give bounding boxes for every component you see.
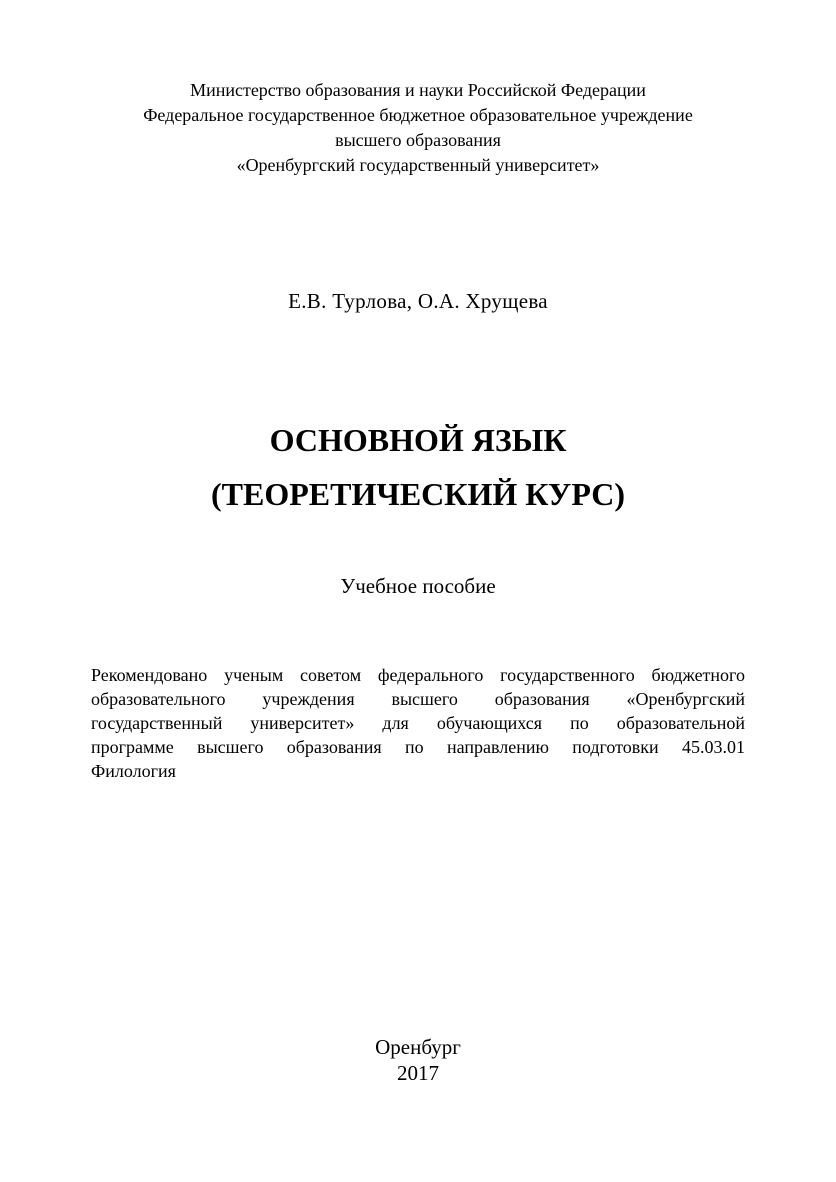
book-title bbox=[0, 413, 836, 521]
title-line-2: (ТЕОРЕТИЧЕСКИЙ КУРС) bbox=[210, 476, 626, 512]
university-name-line: «Оренбургский государственный университет» bbox=[236, 155, 600, 175]
recommendation-line: программе высшего образования по направлению подготовки 45.03.01 bbox=[91, 737, 745, 757]
publication-city: Оренбург bbox=[375, 1035, 461, 1059]
publication-year: 2017 bbox=[397, 1061, 439, 1085]
document-type: Учебное пособие bbox=[340, 574, 496, 598]
publication-info bbox=[0, 1034, 836, 1086]
recommendation-line: Филология bbox=[91, 761, 176, 781]
recommendation-line: Рекомендовано ученым советом федерального государственного бюджетного bbox=[91, 665, 745, 685]
title-line-1: ОСНОВНОЙ ЯЗЫК bbox=[269, 422, 567, 458]
recommendation-paragraph bbox=[91, 663, 745, 783]
education-level-line: высшего образования bbox=[335, 130, 501, 150]
authors: Е.В. Турлова, О.А. Хрущева bbox=[288, 289, 548, 313]
recommendation-line: образовательного учреждения высшего образования «Оренбургский bbox=[91, 689, 745, 709]
institution-header bbox=[0, 78, 836, 178]
institution-type-line: Федеральное государственное бюджетное образовательное учреждение bbox=[143, 105, 693, 125]
recommendation-line: государственный университет» для обучающихся по образовательной bbox=[91, 713, 745, 733]
ministry-line: Министерство образования и науки Российской Федерации bbox=[190, 80, 646, 100]
